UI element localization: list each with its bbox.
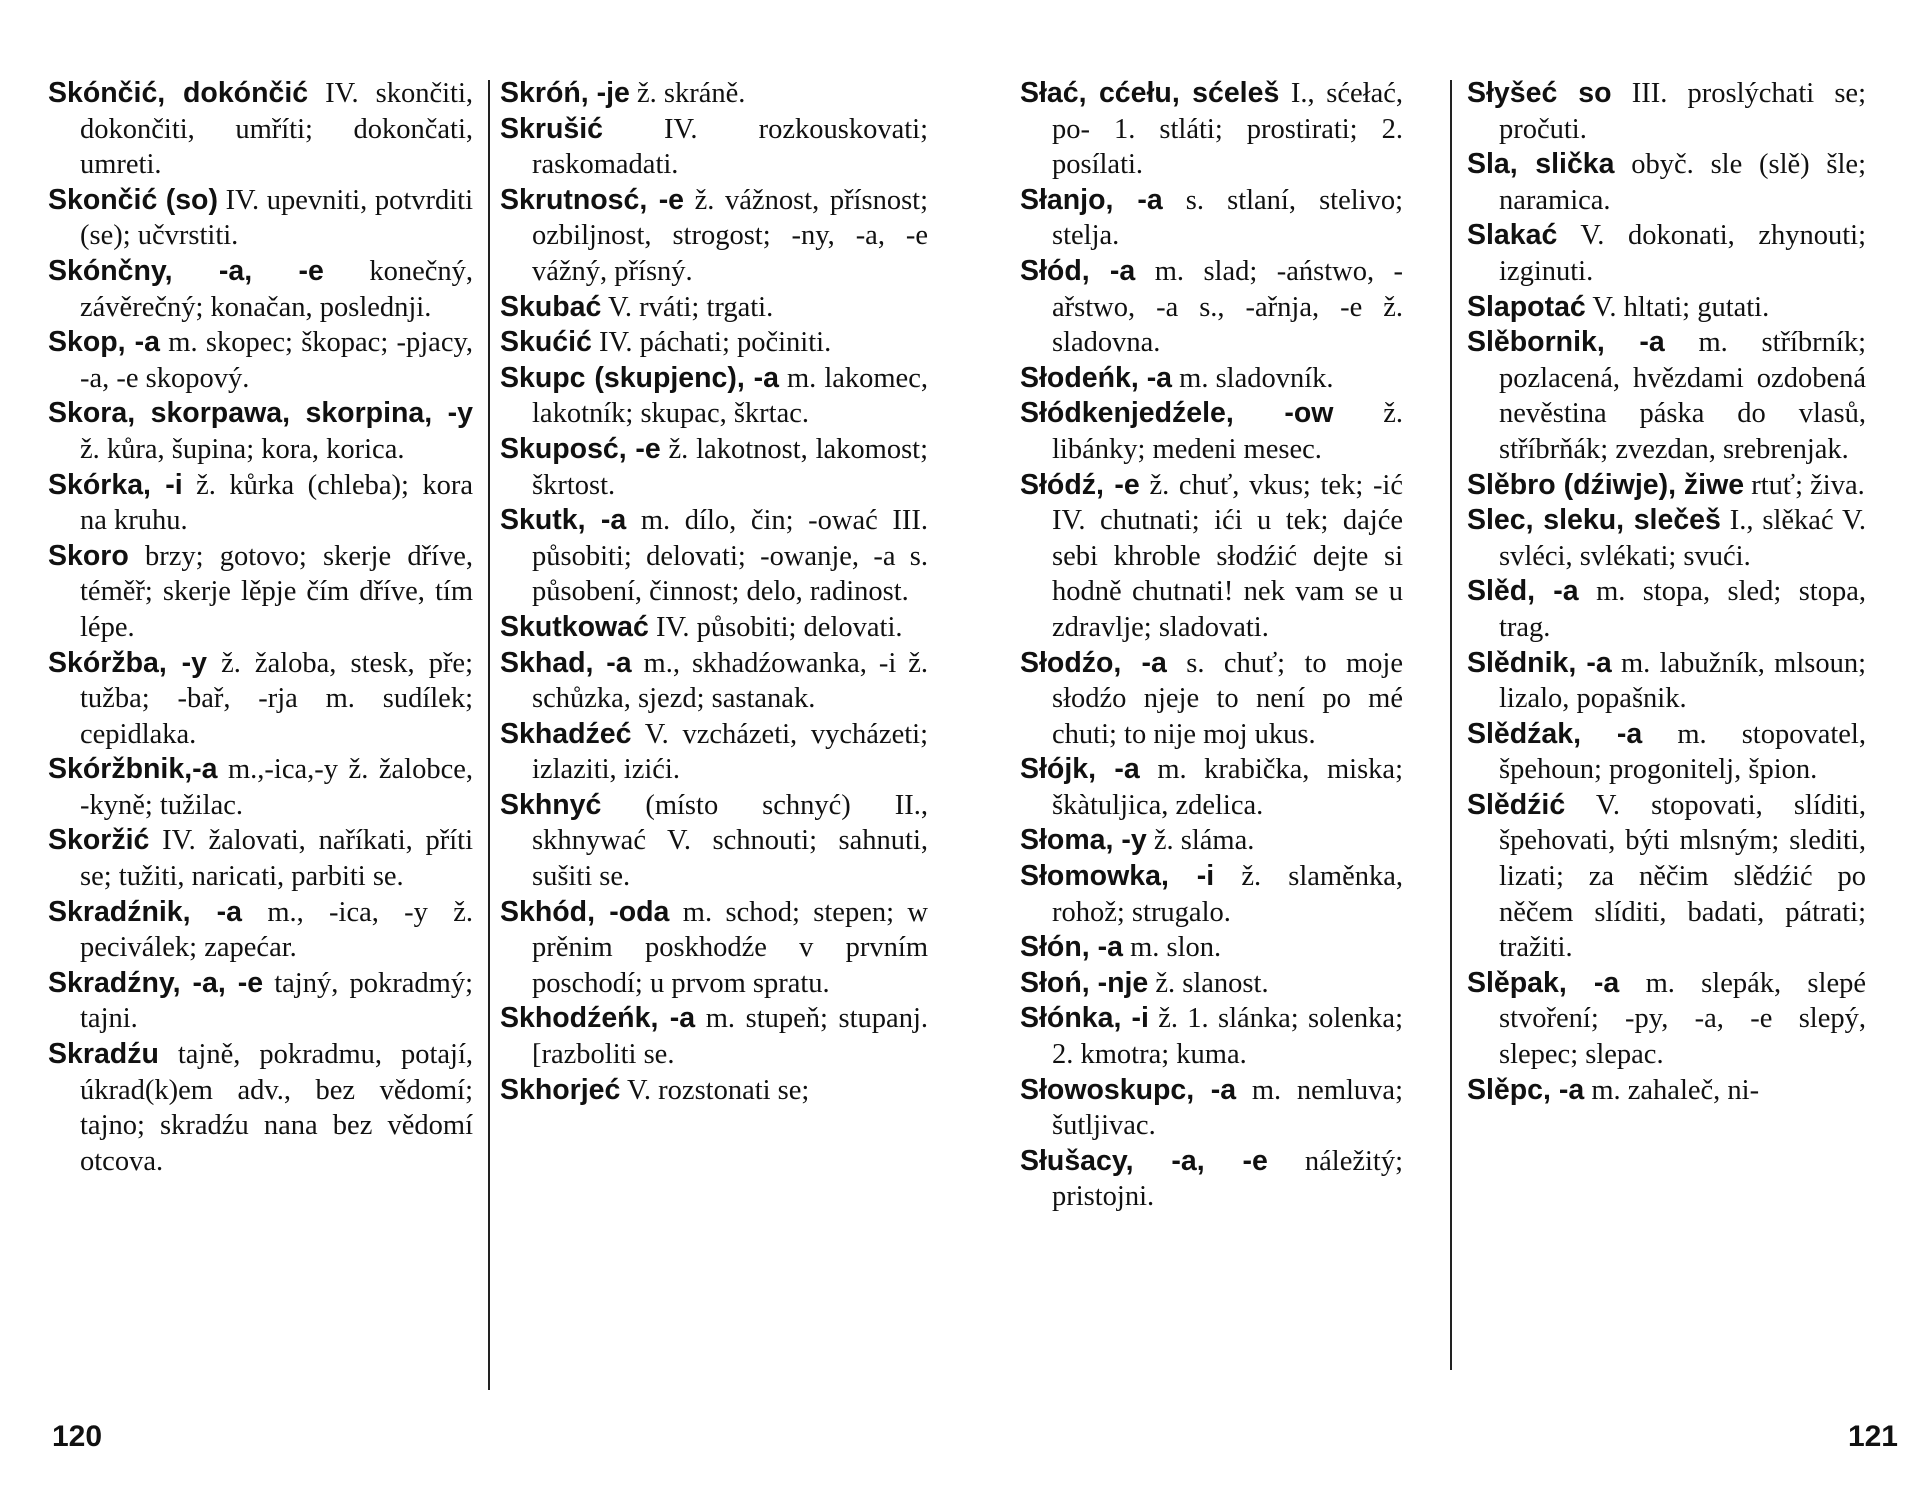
headword: Skhnyć <box>500 788 602 821</box>
definition: ž. 1. slánka; solenka; 2. kmotra; kuma. <box>1052 1003 1403 1071</box>
definition: m. dílo, čin; -ować III. působiti; delovati; -owanje, -a s. působení, činnost; delo, radinost. <box>532 505 928 608</box>
headword: Skhad, -a <box>500 646 632 679</box>
definition: IV. upevniti, potvrditi (se); učvrstiti. <box>80 184 473 252</box>
definition: m. slon. <box>1130 932 1222 964</box>
headword: Słyšeć so <box>1467 77 1612 109</box>
headword: Slakać <box>1467 219 1558 252</box>
dictionary-entry <box>500 503 928 610</box>
definition: s. stlaní, stelivo; stelja. <box>1052 184 1403 252</box>
definition: s. chuť; to moje słodźo njeje to není po mé chuti; to nije moj ukus. <box>1052 647 1403 750</box>
page-number: 121 <box>1847 1420 1898 1453</box>
left-column-2 <box>500 76 928 1108</box>
dictionary-entry <box>48 966 473 1037</box>
definition: m. stupeň; stupanj. [razboliti se. <box>532 1003 929 1071</box>
definition: ž. lakotnost, lakomost; škrtost. <box>532 433 929 501</box>
definition: m. zahaleč, ni- <box>1591 1074 1760 1106</box>
headword: Skhorjeć <box>500 1073 621 1106</box>
definition: m.,-ica,-y ž. žalobce, -kyně; tužilac. <box>80 754 473 821</box>
dictionary-entry <box>1020 752 1403 823</box>
headword: Słódź, -e <box>1020 468 1140 501</box>
headword: Skónčić, dokónčić <box>48 77 309 109</box>
definition: m. stříbrník; pozlacená, hvězdami ozdobená nevěstina páska do vlasů, stříbrňák; zvezdan, srebrenjak. <box>1499 327 1867 465</box>
definition: ž. kůra, šupina; kora, korica. <box>80 433 405 465</box>
dictionary-entry <box>500 895 928 1002</box>
definition: rtuť; živa. <box>1751 469 1865 501</box>
headword: Slěpak, -a <box>1467 966 1620 999</box>
headword: Słowoskupc, -a <box>1020 1073 1237 1106</box>
dictionary-entry <box>1467 503 1866 574</box>
dictionary-entry <box>1020 966 1403 1002</box>
headword: Slěbro (dźiwje), žiwe <box>1467 468 1745 501</box>
headword: Slědnik, -a <box>1467 646 1612 679</box>
definition: m., -ica, -y ž. peciválek; zapećar. <box>80 896 473 964</box>
headword: Skrušić <box>500 112 603 145</box>
headword: Słomowka, -i <box>1020 860 1215 893</box>
dictionary-entry <box>1020 1073 1403 1144</box>
headword: Skhód, -oda <box>500 895 670 928</box>
left-page <box>0 0 960 1500</box>
definition: m. stopovatel, špehoun; progonitelj, špion. <box>1499 718 1866 786</box>
definition: m. stopa, sled; stopa, trag. <box>1499 576 1866 643</box>
dictionary-entry <box>48 1037 473 1179</box>
column-divider <box>1450 80 1452 1370</box>
headword: Skóržba, -y <box>48 646 207 679</box>
definition: náležitý; pristojni. <box>1052 1145 1403 1213</box>
dictionary-entry <box>1467 646 1866 717</box>
dictionary-entry <box>1020 183 1403 254</box>
headword: Słodeńk, -a <box>1020 361 1173 394</box>
definition: konečný, závěrečný; konačan, poslednji. <box>80 255 474 323</box>
dictionary-entry <box>48 539 473 646</box>
definition: IV. působiti; delovati. <box>656 611 903 643</box>
headword: Słódkenjedźele, -ow <box>1020 397 1334 430</box>
headword: Slěpc, -a <box>1467 1073 1585 1106</box>
dictionary-entry <box>500 76 928 112</box>
headword: Słójk, -a <box>1020 753 1140 786</box>
dictionary-entry <box>1020 468 1403 646</box>
definition: IV. páchati; počiniti. <box>599 327 832 359</box>
definition: m. nemluva; šutljivac. <box>1052 1074 1403 1142</box>
dictionary-entry <box>48 468 473 539</box>
headword: Słón, -a <box>1020 931 1123 964</box>
dictionary-entry <box>1467 717 1866 788</box>
dictionary-entry <box>500 610 928 646</box>
dictionary-entry <box>48 254 473 325</box>
dictionary-entry <box>500 325 928 361</box>
headword: Skhadźeć <box>500 717 632 750</box>
dictionary-entry <box>1467 325 1866 467</box>
definition: m. schod; stepen; w prěnim poskhodźe v prvním poschodí; u prvom spratu. <box>532 896 929 999</box>
dictionary-entry <box>1020 361 1403 397</box>
headword: Skutk, -a <box>500 504 627 537</box>
headword: Sla, slička <box>1467 148 1615 181</box>
headword: Skubać <box>500 290 602 323</box>
definition: tajně, pokradmu, potají, úkrad(k)em adv., bez vědomí; tajno; skradźu nana bez vědomí otcova. <box>80 1039 473 1177</box>
definition: m. slepák, slepé stvoření; -py, -a, -e slepý, slepec; slepac. <box>1499 967 1866 1071</box>
definition: V. hltati; gutati. <box>1592 291 1770 323</box>
headword: Słoń, -nje <box>1020 966 1149 999</box>
dictionary-entry <box>1467 468 1866 504</box>
headword: Slapotać <box>1467 290 1586 323</box>
headword: Skradźny, -a, -e <box>48 966 264 999</box>
definition: ž. slaměnka, rohož; strugalo. <box>1052 861 1404 928</box>
definition: V. rváti; trgati. <box>608 291 774 323</box>
definition: brzy; gotovo; skerje dříve, téměř; skerje lěpje čím dříve, tím lépe. <box>80 540 473 643</box>
definition: m. krabička, miska; škàtuljica, zdelica. <box>1052 754 1403 821</box>
dictionary-entry <box>48 646 473 753</box>
dictionary-entry <box>1020 823 1403 859</box>
headword: Słanjo, -a <box>1020 183 1163 216</box>
headword: Skuposć, -e <box>500 432 661 465</box>
headword: Skóržbnik,-a <box>48 753 218 786</box>
headword: Słać, cćełu, sćeleš <box>1020 77 1280 109</box>
dictionary-entry <box>1020 254 1403 361</box>
dictionary-entry <box>48 183 473 254</box>
definition: m., skhadźowanka, -i ž. schůzka, sjezd; sastanak. <box>532 647 928 715</box>
definition: ž. vážnost, přísnost; ozbiljnost, strogost; -ny, -a, -e vážný, přísný. <box>532 184 928 287</box>
headword: Skróń, -je <box>500 77 630 109</box>
dictionary-entry <box>1467 788 1866 966</box>
definition: V. vzcházeti, vycházeti; izlaziti, izići. <box>532 718 928 786</box>
dictionary-entry <box>1020 646 1403 753</box>
dictionary-entry <box>500 361 928 432</box>
definition: I., slěkać V. svléci, svlékati; svući. <box>1499 505 1867 572</box>
right-column-1 <box>1020 76 1403 1215</box>
dictionary-entry <box>1020 76 1403 183</box>
definition: ž. chuť, vkus; tek; -ić IV. chutnati; ići u tek; dajće sebi khroble słodźić dejte si hodně chutnati! nek vam se u zdravlje; sladovati. <box>1052 469 1404 643</box>
dictionary-entry <box>500 1001 928 1072</box>
definition: IV. skončiti, dokončiti, umříti; dokončati, umreti. <box>80 78 473 181</box>
headword: Skradźnik, -a <box>48 895 242 928</box>
headword: Słodźo, -a <box>1020 646 1167 679</box>
column-divider <box>488 80 490 1390</box>
headword: Słónka, -i <box>1020 1002 1149 1035</box>
headword: Skop, -a <box>48 326 161 359</box>
definition: V. rozstonati se; <box>627 1074 810 1106</box>
dictionary-entry <box>1020 930 1403 966</box>
headword: Slěbornik, -a <box>1467 326 1665 359</box>
definition: m. lakomec, lakotník; skupac, škrtac. <box>532 362 928 430</box>
headword: Skoro <box>48 539 129 572</box>
definition: ž. sláma. <box>1153 825 1255 857</box>
dictionary-entry <box>1020 1144 1403 1215</box>
definition: V. dokonati, zhynouti; izginuti. <box>1499 220 1866 287</box>
dictionary-entry <box>48 76 473 183</box>
headword: Skora, skorpawa, skorpina, -y <box>48 397 473 430</box>
headword: Slec, sleku, slečeš <box>1467 504 1721 537</box>
definition: m. sladovník. <box>1179 362 1334 394</box>
dictionary-entry <box>1467 218 1866 289</box>
headword: Slědźić <box>1467 788 1566 821</box>
dictionary-entry <box>1020 859 1403 930</box>
definition: I., sćełać, po- 1. stláti; prostirati; 2. posílati. <box>1052 78 1403 181</box>
headword: Skórka, -i <box>48 468 183 501</box>
definition: ž. libánky; medeni mesec. <box>1052 398 1403 465</box>
right-column-2 <box>1467 76 1866 1108</box>
definition: IV. rozkouskovati; raskomadati. <box>532 113 928 181</box>
dictionary-entry <box>1467 76 1866 147</box>
dictionary-entry <box>500 183 928 290</box>
definition: (místo schnyć) II., skhnywać V. schnouti; sahnuti, sušiti se. <box>532 789 928 893</box>
left-column-1 <box>48 76 473 1179</box>
definition: m. slad; -aństwo, -ařstwo, -a s., -ařnja, -e ž. sladovna. <box>1052 255 1404 359</box>
dictionary-entry <box>48 823 473 894</box>
definition: m. skopec; škopac; -pjacy, -a, -e skopový. <box>80 327 474 394</box>
dictionary-entry <box>1020 1001 1403 1072</box>
dictionary-entry <box>1467 290 1866 326</box>
headword: Słušacy, -a, -e <box>1020 1144 1268 1177</box>
dictionary-entry <box>1467 1073 1866 1109</box>
dictionary-entry <box>1020 396 1403 467</box>
headword: Skradźu <box>48 1038 159 1071</box>
page-number: 120 <box>52 1420 103 1453</box>
headword: Skhodźeńk, -a <box>500 1002 696 1035</box>
dictionary-entry <box>48 325 473 396</box>
headword: Slěd, -a <box>1467 575 1579 608</box>
headword: Skupc (skupjenc), -a <box>500 361 779 394</box>
headword: Skućić <box>500 326 592 359</box>
dictionary-entry <box>500 290 928 326</box>
headword: Słoma, -y <box>1020 824 1147 857</box>
headword: Skoržić <box>48 824 150 857</box>
dictionary-entry <box>1467 574 1866 645</box>
dictionary-entry <box>48 895 473 966</box>
dictionary-entry <box>500 112 928 183</box>
dictionary-entry <box>1467 966 1866 1073</box>
definition: IV. žalovati, naříkati, příti se; tužiti, naricati, parbiti se. <box>80 825 473 893</box>
definition: m. labužník, mlsoun; lizalo, popašnik. <box>1499 647 1867 715</box>
dictionary-entry <box>48 752 473 823</box>
definition: V. stopovati, slíditi, špehovati, býti mlsným; slediti, lizati; za něčim slědźić po něčem slíditi, badati, pátrati; tražiti. <box>1499 789 1866 964</box>
dictionary-entry <box>48 396 473 467</box>
right-page <box>962 0 1924 1500</box>
definition: tajný, pokradmý; tajni. <box>80 967 473 1035</box>
dictionary-entry <box>500 432 928 503</box>
definition: ž. slanost. <box>1155 967 1269 999</box>
dictionary-entry <box>1467 147 1866 218</box>
dictionary-entry <box>500 717 928 788</box>
dictionary-entry <box>500 788 928 895</box>
headword: Słód, -a <box>1020 254 1136 287</box>
definition: obyč. sle (slě) šle; naramica. <box>1499 149 1866 216</box>
headword: Skónčny, -a, -e <box>48 254 324 287</box>
dictionary-entry <box>500 1073 928 1109</box>
definition: ž. skráně. <box>637 78 746 109</box>
definition: ž. kůrka (chleba); kora na kruhu. <box>80 469 474 537</box>
headword: Slědźak, -a <box>1467 717 1643 750</box>
headword: Skrutnosć, -e <box>500 183 685 216</box>
dictionary-entry <box>500 646 928 717</box>
definition: III. proslýchati se; pročuti. <box>1499 78 1866 145</box>
definition: ž. žaloba, stesk, pře; tužba; -bař, -rja m. sudílek; cepidlaka. <box>80 647 474 750</box>
headword: Skončić (so) <box>48 183 218 216</box>
headword: Skutkować <box>500 610 649 643</box>
